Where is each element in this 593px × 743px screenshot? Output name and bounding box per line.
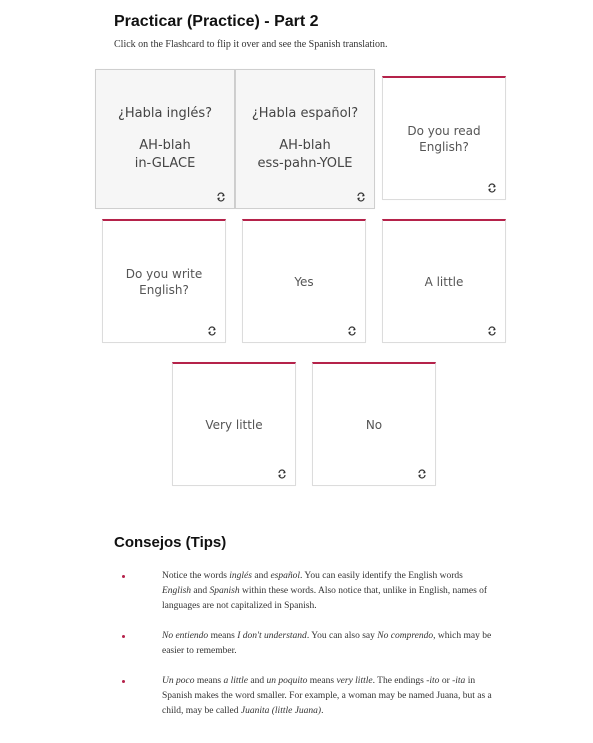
tip-segment: means bbox=[307, 676, 337, 686]
flashcard-front-text: ¿Habla español? bbox=[251, 106, 359, 121]
tip-segment: in Spanish makes the word smaller. For example, a woman may be named Juana, but as a child, may be called bbox=[162, 676, 492, 716]
flip-arrows-icon[interactable] bbox=[487, 326, 497, 336]
tip-text bbox=[162, 631, 491, 656]
flashcard-2[interactable] bbox=[235, 69, 375, 209]
page-title: Practicar (Practice) - Part 2 bbox=[114, 13, 319, 30]
instructions-text: Click on the Flashcard to flip it over and see the Spanish translation. bbox=[114, 39, 388, 50]
tip-text bbox=[162, 571, 487, 611]
flashcard-back-text: AH-blah ess-pahn-YOLE bbox=[257, 138, 353, 171]
tip-emphasis: español bbox=[270, 571, 301, 581]
tip-emphasis: inglés bbox=[229, 571, 252, 581]
tip-emphasis: un poquito bbox=[266, 676, 308, 686]
bullet-icon bbox=[122, 680, 125, 683]
tip-segment: and bbox=[251, 571, 271, 581]
tip-emphasis: Un poco bbox=[162, 676, 195, 686]
tip-segment: . You can also say bbox=[306, 631, 378, 641]
flashcard-front-text: ¿Habla inglés? bbox=[118, 106, 212, 121]
flashcard-7[interactable] bbox=[172, 362, 296, 486]
tip-segment: , which may be easier to remember. bbox=[162, 631, 492, 656]
flip-arrows-icon[interactable] bbox=[347, 326, 357, 336]
flip-arrows-icon[interactable] bbox=[417, 469, 427, 479]
flashcard-1[interactable] bbox=[95, 69, 235, 209]
tip-segment: or bbox=[439, 676, 453, 686]
tip-item bbox=[162, 629, 492, 659]
flip-arrows-icon[interactable] bbox=[277, 469, 287, 479]
flip-arrows-icon[interactable] bbox=[207, 326, 217, 336]
flashcard-front-text: Do you read English? bbox=[407, 123, 481, 154]
tip-emphasis: a little bbox=[223, 676, 249, 686]
tip-item bbox=[162, 569, 492, 614]
tip-emphasis: English bbox=[162, 586, 192, 596]
tip-text bbox=[162, 676, 492, 716]
flashcard-8[interactable] bbox=[312, 362, 436, 486]
flip-arrows-icon[interactable] bbox=[356, 192, 366, 202]
flashcard-front-text: No bbox=[365, 417, 383, 432]
flip-arrows-icon[interactable] bbox=[216, 192, 226, 202]
flashcard-front-text: Do you write English? bbox=[125, 266, 203, 297]
tip-emphasis: No comprendo bbox=[377, 631, 434, 641]
bullet-icon bbox=[122, 575, 125, 578]
flashcard-front-text: A little bbox=[424, 274, 464, 289]
tip-emphasis: Juanita (little Juana) bbox=[240, 706, 322, 716]
flashcard-back-text: AH-blah in-GLACE bbox=[134, 138, 196, 171]
flip-arrows-icon[interactable] bbox=[487, 183, 497, 193]
tips-heading: Consejos (Tips) bbox=[114, 534, 227, 551]
tip-emphasis: very little bbox=[336, 676, 373, 686]
flashcard-3[interactable] bbox=[382, 76, 506, 200]
tip-emphasis: Spanish bbox=[209, 586, 240, 596]
tip-item bbox=[162, 674, 492, 719]
tip-segment: within these words. Also notice that, unlike in English, names of languages are not capitalized in Spanish. bbox=[162, 586, 488, 611]
tip-segment: . The endings bbox=[372, 676, 427, 686]
tip-segment: and bbox=[248, 676, 267, 686]
bullet-icon bbox=[122, 635, 125, 638]
flashcard-5[interactable] bbox=[242, 219, 366, 343]
tip-emphasis: I don't understand bbox=[237, 631, 307, 641]
flashcard-6[interactable] bbox=[382, 219, 506, 343]
tip-segment: means bbox=[194, 676, 224, 686]
flashcard-4[interactable] bbox=[102, 219, 226, 343]
flashcard-front-text: Yes bbox=[294, 274, 314, 289]
tip-segment: means bbox=[208, 631, 238, 641]
tip-segment: and bbox=[191, 586, 210, 596]
tip-emphasis: No entiendo bbox=[162, 631, 209, 641]
flashcard-front-text: Very little bbox=[205, 417, 263, 432]
tip-segment: . bbox=[321, 706, 324, 716]
tip-emphasis: -ita bbox=[452, 676, 466, 686]
tip-emphasis: -ito bbox=[426, 676, 440, 686]
tip-segment: Notice the words bbox=[162, 571, 230, 581]
tip-segment: . You can easily identify the English words bbox=[300, 571, 463, 581]
